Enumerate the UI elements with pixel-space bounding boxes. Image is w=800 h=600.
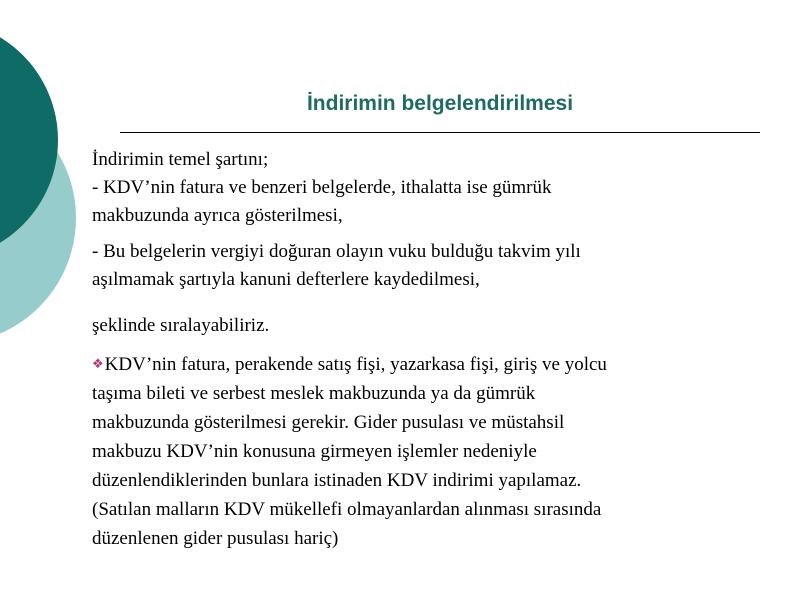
bullet-line-3: makbuzunda gösterilmesi gerekir. Gider pusulası ve müstahsil bbox=[92, 412, 565, 433]
closing-text: şeklinde sıralayabiliriz. bbox=[92, 315, 270, 336]
bullet-line-6: (Satılan malların KDV mükellefi olmayanlardan alınması sırasında bbox=[92, 499, 602, 520]
condition-2-line-2: aşılmamak şartıyla kanuni defterlere kaydedilmesi, bbox=[92, 269, 480, 290]
condition-1-line-2: makbuzunda ayrıca gösterilmesi, bbox=[92, 205, 343, 226]
bullet-paragraph bbox=[92, 350, 772, 553]
intro-text: İndirimin temel şartını; bbox=[92, 149, 269, 170]
condition-1-line-1: - KDV’nin fatura ve benzeri belgelerde, ithalatta ise gümrük bbox=[92, 177, 552, 198]
bullet-line-4: makbuzu KDV’nin konusuna girmeyen işlemler nedeniyle bbox=[92, 441, 537, 462]
bullet-line-1 bbox=[92, 350, 772, 379]
bullet-line-5: düzenlendiklerinden bunlara istinaden KDV indirimi yapılamaz. bbox=[92, 470, 582, 491]
slide-title: İndirimin belgelendirilmesi bbox=[306, 92, 574, 115]
condition-1 bbox=[92, 174, 772, 230]
bullet-line-7: düzenlenen gider pusulası hariç) bbox=[92, 528, 339, 549]
slide-body bbox=[92, 146, 772, 553]
title-divider bbox=[120, 132, 760, 133]
condition-2-line-1: - Bu belgelerin vergiyi doğuran olayın vuku bulduğu takvim yılı bbox=[92, 241, 581, 262]
diamond-bullet-icon: ❖ bbox=[92, 357, 104, 372]
bullet-line-2: taşıma bileti ve serbest meslek makbuzunda ya da gümrük bbox=[92, 383, 536, 404]
bullet-line-1-text: KDV’nin fatura, perakende satış fişi, yazarkasa fişi, giriş ve yolcu bbox=[104, 354, 607, 375]
condition-2 bbox=[92, 238, 772, 294]
